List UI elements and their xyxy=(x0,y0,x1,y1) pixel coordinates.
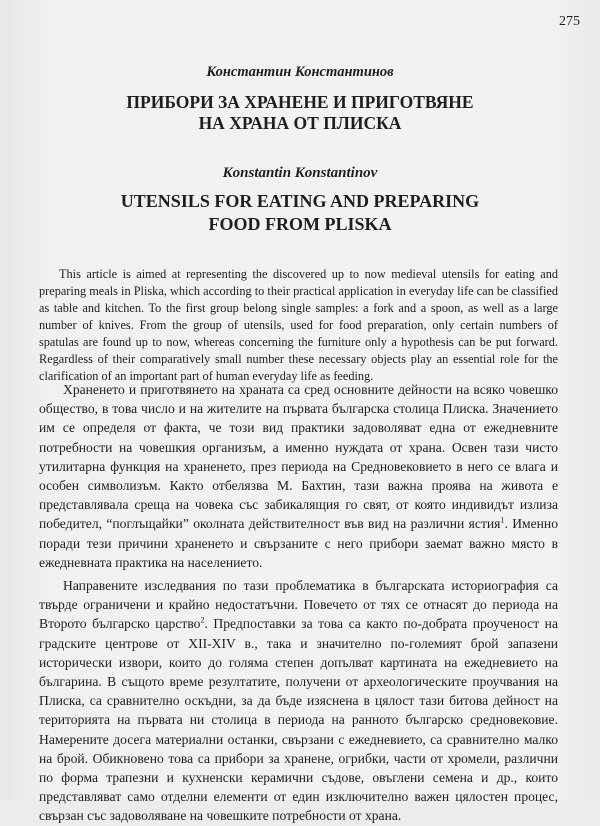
paragraph-text: Храненето и приготвянето на храната са сред основните дейности на всяко човешко общество, в това число и на жителите на първата българска столица Плиска. Значението им се определя от факта, че този вид практики задоволяват една от ежедневните потребности на човешкия организъм, а именно нуждата от храна. Освен тази чисто утилитарна функция на храненето, през периода на Средновековието в него се влага и особен символизъм. Както отбелязва М. Бахтин, тази важна проява на живота е представлявала среща на човека със забикалящия го свят, от която индивидът излиза победител, “поглъщайки” околната действителност във вид на различни ястия xyxy=(39,382,558,532)
paragraph-text: . Предпоставки за това са както по-добрата проученост на градските центрове от XII-XIV в., така и значително по-големият брой запазени исторически извори, които до голяма степен допълват картината на ежедневието на българина. В същото време резултатите, получени от археологическите проучвания на Плиска, са сравнително оскъдни, за да бъде изяснена в цялост тази битова дейност на територията на първата ни столица в периода на ранното българско средновековие. Намерените досега материални останки, свързани с ежедневието, са сравнително малко на брой. Обикновено това са прибори за хранене, огрибки, части от хромели, различни по форма трапезни и кухненски керамични съдове, овъглени семена и др., които представляват само отделни елементи от един изключително важен цялостен процес, свързан със задоволяване на човешките потребности от храна. xyxy=(39,616,558,824)
title-bulgarian-line: ПРИБОРИ ЗА ХРАНЕНЕ И ПРИГОТВЯНЕ xyxy=(126,92,474,112)
abstract: This article is aimed at representing the discovered up to now medieval utensils for eating and preparing meals in Pliska, which according to their practical application in everyday life can be classified as table and kitchen. To the first group belong single samples: a fork and a spoon, as well as a large number of knives. From the group of utensils, used for food preparation, only certain numbers of spatulas are found up to now, whereas concerning the furniture only a hypothesis can be put forward. Regardless of their comparatively small number these necessary objects play an essential role for the clarification of an important part of human everyday life as feeding. xyxy=(39,267,558,383)
body-text xyxy=(39,380,558,826)
footnote-marker[interactable]: 2 xyxy=(200,615,205,625)
paragraph-text: . Именно поради тези причини храненето и свързаните с него прибори заемат важно място в ежедневната практика на населението. xyxy=(39,516,558,570)
title-english-line: FOOD FROM PLISKA xyxy=(208,214,392,234)
author-bulgarian: Константин Константинов xyxy=(206,64,394,80)
title-english xyxy=(20,190,580,236)
body-paragraph xyxy=(39,576,558,826)
page-number: 275 xyxy=(559,14,580,29)
author-english: Konstantin Konstantinov xyxy=(222,165,378,181)
body-paragraph xyxy=(39,380,558,572)
title-english-line: UTENSILS FOR EATING AND PREPARING xyxy=(120,191,480,211)
footnote-marker[interactable]: 1 xyxy=(500,515,505,525)
title-bulgarian xyxy=(20,92,580,134)
paragraph-text: Направените изследвания по тази проблематика в българската историография са твърде ограничени и крайно недостатъчни. Повечето от тях се отнасят до периода на Второто българско царство xyxy=(39,578,558,632)
title-bulgarian-line: НА ХРАНА ОТ ПЛИСКА xyxy=(198,113,402,133)
